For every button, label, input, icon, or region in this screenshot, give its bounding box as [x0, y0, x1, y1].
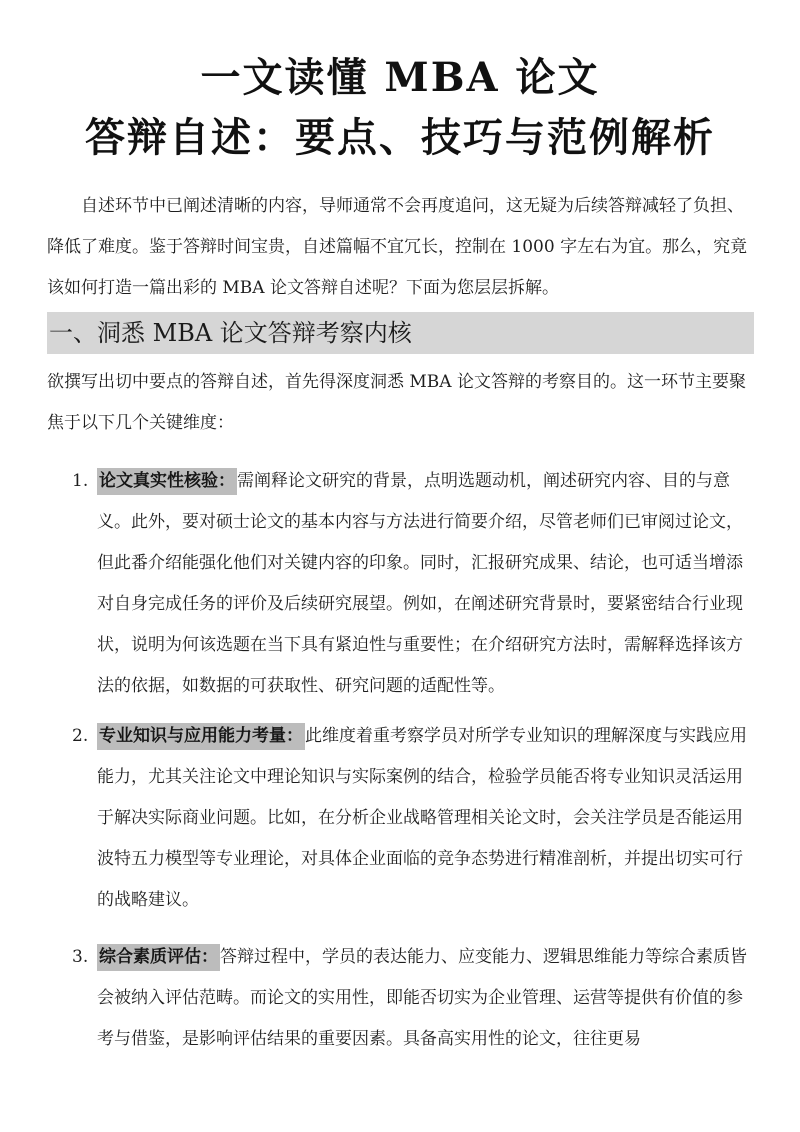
- list-item-key-highlight: 专业知识与应用能力考量：: [97, 723, 305, 750]
- document-title-line2: 答辩自述：要点、技巧与范例解析: [85, 114, 715, 161]
- list-item-body: [97, 461, 757, 707]
- list-item-text: 答辩过程中，学员的表达能力、应变能力、逻辑思维能力等综合素质皆会被纳入评估范畴。而论文的实用性，即能否切实为企业管理、运营等提供有价值的参考与借鉴，是影响评估结果的重要因素。具备高实用性的论文，往往更易: [97, 947, 747, 1049]
- list-item-key-highlight: 论文真实性核验：: [97, 468, 237, 495]
- section-lead-paragraph: 欲撰写出切中要点的答辩自述，首先得深度洞悉 MBA 论文答辩的考察目的。这一环节主要聚焦于以下几个关键维度：: [47, 372, 746, 433]
- intro-paragraph: 自述环节中已阐述清晰的内容，导师通常不会再度追问，这无疑为后续答辩减轻了负担、降低了难度。鉴于答辩时间宝贵，自述篇幅不宜冗长，控制在 1000 字左右为宜。那么，究竟该如何打造一篇出彩的 MBA 论文答辩自述呢？下面为您层层拆解。: [47, 196, 748, 298]
- section-heading: 一、洞悉 MBA 论文答辩考察内核: [47, 312, 754, 354]
- list-item-number: 3.: [72, 947, 89, 967]
- list-item-number: 1.: [72, 471, 89, 491]
- list-item-number: 2.: [72, 726, 89, 746]
- list-item: [72, 937, 757, 1060]
- document-title-line1: 一文读懂 MBA 论文: [200, 54, 600, 101]
- list-item: [72, 716, 757, 921]
- list-item-body: [97, 716, 757, 921]
- list-item-text: 此维度着重考察学员对所学专业知识的理解深度与实践应用能力，尤其关注论文中理论知识与实际案例的结合，检验学员能否将专业知识灵活运用于解决实际商业问题。比如，在分析企业战略管理相关论文时，会关注学员是否能运用波特五力模型等专业理论，对具体企业面临的竞争态势进行精准剖析，并提出切实可行的战略建议。: [97, 726, 747, 910]
- list-item: [72, 461, 757, 707]
- list-item-key-highlight: 综合素质评估：: [97, 944, 220, 971]
- list-item-text: 需阐释论文研究的背景，点明选题动机，阐述研究内容、目的与意义。此外，要对硕士论文的基本内容与方法进行简要介绍，尽管老师们已审阅过论文，但此番介绍能强化他们对关键内容的印象。同时，汇报研究成果、结论，也可适当增添对自身完成任务的评价及后续研究展望。例如，在阐述研究背景时，要紧密结合行业现状，说明为何该选题在当下具有紧迫性与重要性；在介绍研究方法时，需解释选择该方法的依据，如数据的可获取性、研究问题的适配性等。: [97, 471, 743, 696]
- list-item-body: [97, 937, 757, 1060]
